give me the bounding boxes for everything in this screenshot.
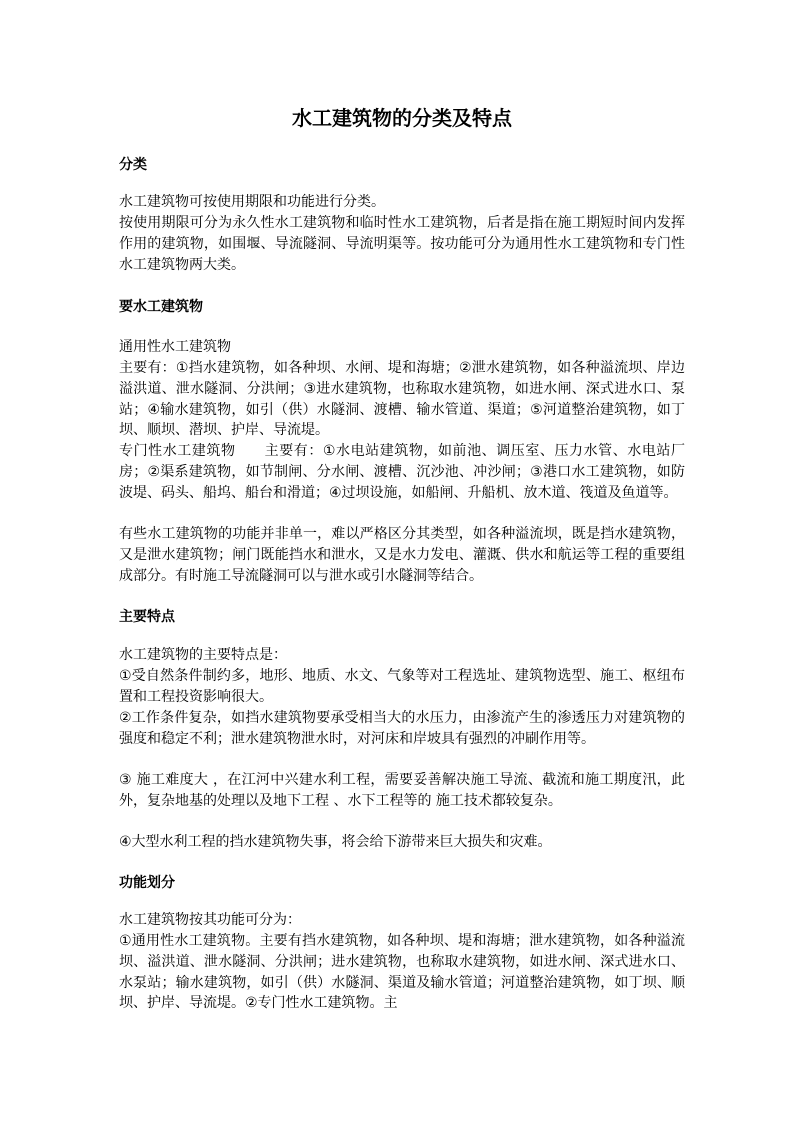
paragraph: 水工建筑物可按使用期限和功能进行分类。 (119, 194, 385, 210)
paragraph: 主要有：①挡水建筑物，如各种坝、水闸、堤和海塘；②泄水建筑物，如各种溢流坝、岸边溢洪道、泄水隧洞、分洪闸；③进水建筑物，也称取水建筑物，如进水闸、深式进水口、泵站；④输水建筑物，如引（供）水隧洞、渡槽、输水管道、渠道；⑤河道整治建筑物，如丁坝、顺坝、潜坝、护岸、导流堤。 (119, 360, 685, 439)
paragraph: ①受自然条件制约多，地形、地质、水文、气象等对工程选址、建筑物选型、施工、枢纽布置和工程投资影响很大。 (119, 668, 685, 705)
page-title: 水工建筑物的分类及特点 (292, 106, 512, 130)
paragraph: ②工作条件复杂，如挡水建筑物要承受相当大的水压力，由渗流产生的渗透压力对建筑物的强度和稳定不利；泄水建筑物泄水时，对河床和岸坡具有强烈的冲刷作用等。 (119, 710, 685, 747)
section-heading-main-structures: 要水工建筑物 (119, 299, 203, 315)
paragraph: ③ 施工难度大 ，在江河中兴建水利工程，需要妥善解决施工导流、截流和施工期度汛，此外，复杂地基的处理以及地下工程 、水下工程等的 施工技术都较复杂。 (119, 772, 685, 809)
paragraph: 有些水工建筑物的功能并非单一，难以严格区分其类型，如各种溢流坝，既是挡水建筑物，又是泄水建筑物；闸门既能挡水和泄水，又是水力发电、灌溉、供水和航运等工程的重要组成部分。有时施工导流隧洞可以与泄水或引水隧洞等结合。 (119, 526, 685, 584)
paragraph: 水工建筑物的主要特点是： (119, 647, 287, 663)
paragraph: 通用性水工建筑物 (119, 339, 231, 355)
section-heading-main-features: 主要特点 (119, 609, 175, 625)
paragraph: 专门性水工建筑物 主要有：①水电站建筑物，如前池、调压室、压力水管、水电站厂房；②渠系建筑物，如节制闸、分水闸、渡槽、沉沙池、冲沙闸；③港口水工建筑物，如防波堤、码头、船坞、船台和滑道；④过坝设施，如船闸、升船机、放木道、筏道及鱼道等。 (119, 443, 685, 501)
paragraph: 按使用期限可分为永久性水工建筑物和临时性水工建筑物，后者是指在施工期短时间内发挥作用的建筑物，如围堰、导流隧洞、导流明渠等。按功能可分为通用性水工建筑物和专门性水工建筑物两大类。 (119, 215, 685, 273)
section-heading-classification: 分类 (119, 157, 147, 173)
section-heading-function-division: 功能划分 (119, 875, 175, 891)
paragraph: ④大型水利工程的挡水建筑物失事，将会给下游带来巨大损失和灾难。 (119, 834, 552, 850)
paragraph: 水工建筑物按其功能可分为： (119, 912, 301, 928)
paragraph: ①通用性水工建筑物。主要有挡水建筑物，如各种坝、堤和海塘；泄水建筑物，如各种溢流坝、溢洪道、泄水隧洞、分洪闸；进水建筑物，也称取水建筑物，如进水闸、深式进水口、水泵站；输水建筑物，如引（供）水隧洞、渠道及输水管道；河道整治建筑物，如丁坝、顺坝、护岸、导流堤。②专门性水工建筑物。主 (119, 933, 685, 1012)
document-page (119, 0, 685, 1123)
